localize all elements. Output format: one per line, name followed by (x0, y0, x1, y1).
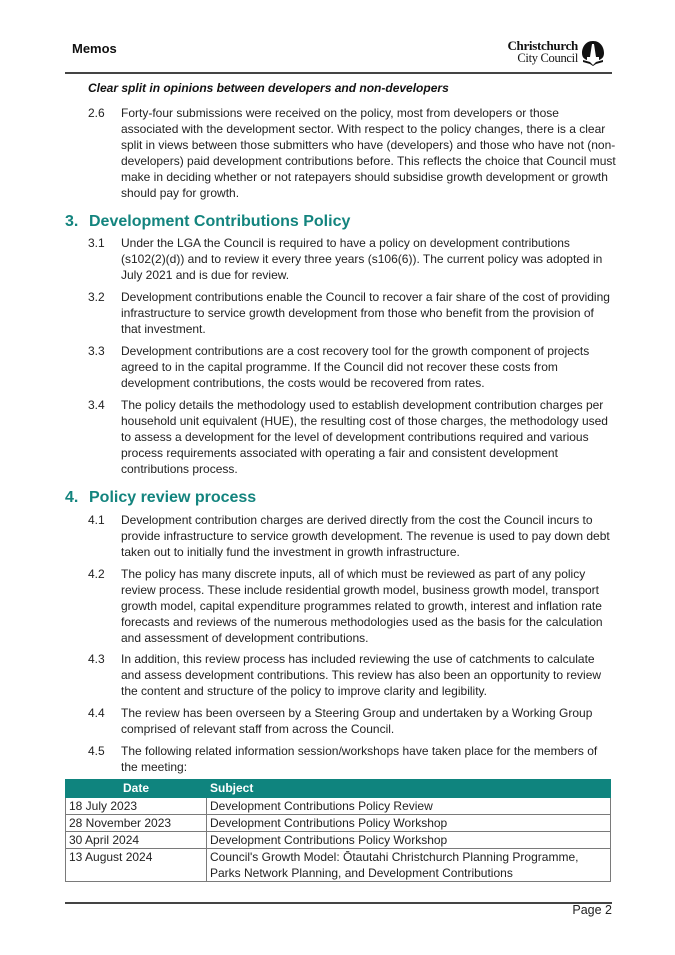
cathedral-spire-icon (580, 40, 606, 66)
paragraph-text: In addition, this review process has included reviewing the use of catchments to calculate and assess development contributions. This review has also been an opportunity to review the content and structure of the policy to improve clarity and legibility. (121, 652, 602, 698)
paragraph-4-1 (88, 512, 616, 560)
table-row (66, 832, 611, 849)
cell-subject: Council's Growth Model: Ōtautahi Christchurch Planning Programme, Parks Network Planning, and Development Contributions (207, 849, 611, 882)
paragraph-text: Development contributions are a cost recovery tool for the growth component of projects agreed to in the capital programme. If the Council did not recover these costs from development contributions, the costs would be recovered from rates. (121, 344, 590, 390)
paragraph-4-4 (88, 705, 616, 737)
logo-line-2: City Council (517, 51, 578, 65)
workshops-table (65, 779, 611, 882)
paragraph-3-3 (88, 343, 616, 391)
paragraph-3-4 (88, 397, 616, 477)
cell-date: 30 April 2024 (66, 832, 207, 849)
paragraph-text: The review has been overseen by a Steering Group and undertaken by a Working Group comprised of relevant staff from across the Council. (121, 706, 593, 736)
paragraph-2-6 (88, 105, 616, 201)
paragraph-number: 3.1 (88, 236, 105, 250)
paragraph-3-2 (88, 289, 616, 337)
cell-date: 28 November 2023 (66, 815, 207, 832)
paragraph-text: The policy details the methodology used to establish development contribution charges per household unit equivalent (HUE), the resulting cost of those charges, the methodology used to assess a development for the level of development contributions required and various process requirements associated with operating a fair and consistent development contributions process. (121, 398, 608, 476)
table-row (66, 849, 611, 882)
subheading: Clear split in opinions between developers and non-developers (88, 81, 449, 95)
column-header-subject: Subject (207, 780, 611, 798)
cell-subject: Development Contributions Policy Workshop (207, 832, 611, 849)
table-row (66, 798, 611, 815)
paragraph-text: Forty-four submissions were received on the policy, most from developers or those associated with the development sector. With respect to the policy changes, there is a clear split in views between those submitters who have (developers) and those who have not (non-developers) paid development contributions before. This reflects the choice that Council must make in deciding whether or not ratepayers should subsidise growth development or growth should pay for growth. (121, 106, 616, 200)
paragraph-number: 4.4 (88, 706, 105, 720)
paragraph-text: The following related information session/workshops have taken place for the members of the meeting: (121, 744, 598, 774)
paragraph-number: 2.6 (88, 106, 105, 120)
cell-date: 13 August 2024 (66, 849, 207, 882)
column-header-date: Date (66, 780, 207, 798)
paragraph-number: 3.2 (88, 290, 105, 304)
paragraph-number: 4.5 (88, 744, 105, 758)
paragraph-text: The policy has many discrete inputs, all of which must be reviewed as part of any policy review process. These include residential growth model, business growth model, transport growth model, capital expenditure programmes related to growth, interest and inflation rate forecasts and reviews of the numerous methodologies used as the basis for the calculation and assessment of development contributions. (121, 567, 603, 645)
section-title: Policy review process (89, 489, 257, 506)
paragraph-number: 3.4 (88, 398, 105, 412)
section-title: Development Contributions Policy (89, 213, 351, 230)
footer-rule (65, 902, 612, 904)
logo-line-1: Christchurch (507, 38, 578, 53)
table-row (66, 815, 611, 832)
paragraph-number: 4.2 (88, 567, 105, 581)
paragraph-4-5 (88, 743, 616, 775)
paragraph-text: Development contribution charges are derived directly from the cost the Council incurs to provide infrastructure to service growth development. The revenue is used to pay down debt taken out to initially fund the investment in growth infrastructure. (121, 513, 610, 559)
page-number: Page 2 (572, 903, 612, 917)
paragraph-4-3 (88, 651, 616, 699)
document-header-title: Memos (72, 41, 117, 56)
cell-subject: Development Contributions Policy Workshop (207, 815, 611, 832)
paragraph-number: 4.1 (88, 513, 105, 527)
section-heading-4 (65, 489, 256, 507)
paragraph-number: 3.3 (88, 344, 105, 358)
section-heading-3 (65, 213, 350, 231)
cell-date: 18 July 2023 (66, 798, 207, 815)
paragraph-text: Development contributions enable the Council to recover a fair share of the cost of providing infrastructure to service growth development from those who benefit from the provision of that investment. (121, 290, 610, 336)
header-rule (65, 72, 612, 74)
paragraph-3-1 (88, 235, 616, 283)
logo-text (507, 40, 578, 64)
table-header-row (66, 780, 611, 798)
paragraph-text: Under the LGA the Council is required to have a policy on development contributions (s102(2)(d)) and to review it every three years (s106(6)). The current policy was adopted in July 2021 and is due for review. (121, 236, 603, 282)
paragraph-4-2 (88, 566, 616, 646)
paragraph-number: 4.3 (88, 652, 105, 666)
council-logo (498, 38, 608, 72)
cell-subject: Development Contributions Policy Review (207, 798, 611, 815)
section-number: 3. (65, 213, 79, 230)
section-number: 4. (65, 489, 79, 506)
